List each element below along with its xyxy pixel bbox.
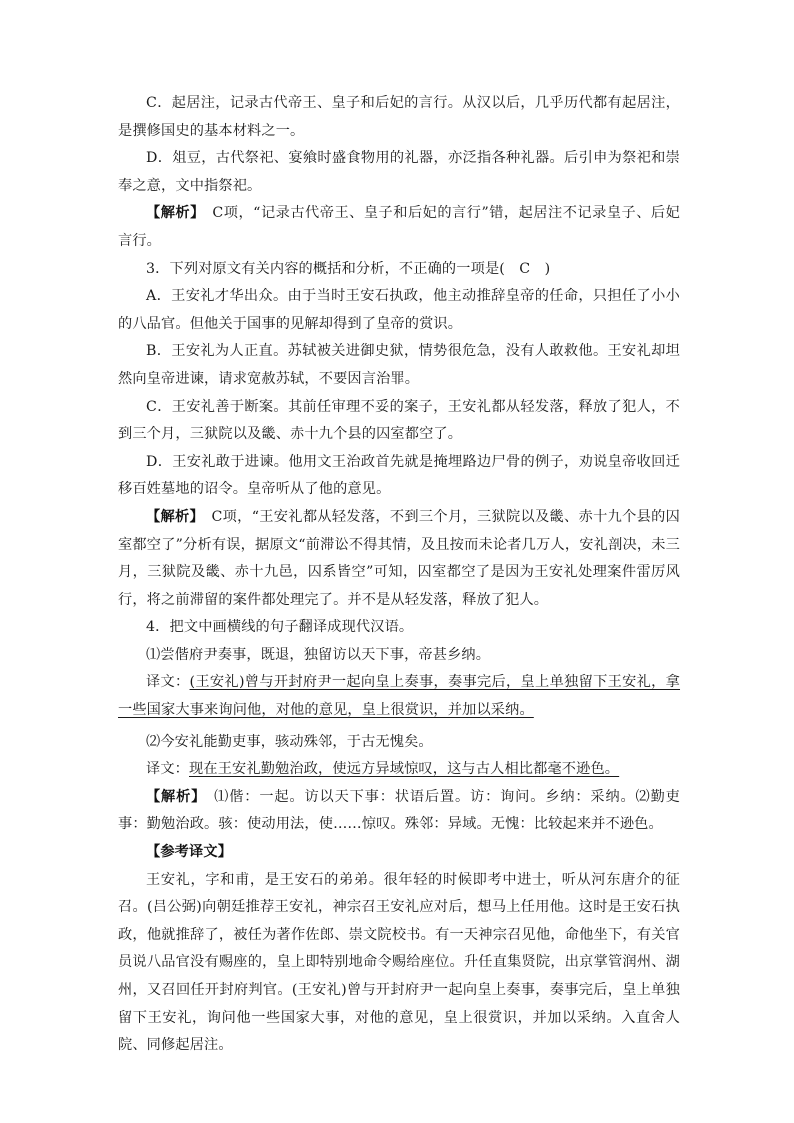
q3-option-d: D．王安礼敢于进谏。他用文王治政首先就是掩埋路边尸骨的例子，劝说皇帝收回迁移百姓墓地的诏令。皇帝听从了他的意见。 [118,453,680,498]
analysis-q4 [118,784,680,839]
reference-translation: 王安礼，字和甫，是王安石的弟弟。很年轻的时候即考中进士，听从河东唐介的征召。(吕公弼)向朝廷推荐王安礼，神宗召王安礼应对后，想马上任用他。这时是王安石执政，他就推辞了，被任为著作佐郎、崇文院校书。有一天神宗召见他，命他坐下，有关官员说八品官没有赐座的，皇上即特别地命令赐给座位。升任直集贤院，出京掌管润州、湖州，又召回任开封府判官。(王安礼)曾与开封府尹一起向皇上奏事，奏事完后，皇上单独留下王安礼，询问他一些国家大事，对他的意见，皇上很赏识，并加以采纳。入直舍人院、同修起居注。 [118,871,680,1054]
analysis-label: 【解析】 [146,205,198,222]
q3-option-a: A．王安礼才华出众。由于当时王安石执政，他主动推辞皇帝的任命，只担任了小小的八品官。但他关于国事的见解却得到了皇帝的赏识。 [118,288,680,332]
document-page [118,90,680,1060]
q4-sentence-1: ⑴尝偕府尹奏事，既退，独留访以天下事，帝甚乡纳。 [146,646,491,663]
question-4-stem: 4．把文中画横线的句子翻译成现代汉语。 [146,619,414,636]
analysis-q4-text: ⑴偕：一起。访以天下事：状语后置。访：询问。乡纳：采纳。⑵勤吏事：勤勉治政。骇：使动用法，使……惊叹。殊邻：异域。无愧：比较起来并不逊色。 [118,788,680,833]
analysis-q2 [118,200,680,255]
analysis-label: 【解析】 [146,508,197,525]
question-3-stem: 3．下列对原文有关内容的概括和分析，不正确的一项是( C ) [146,260,551,277]
analysis-q3 [118,504,680,614]
translation-label: 译文： [146,761,190,778]
analysis-label: 【解析】 [146,788,200,805]
translation-1-text: (王安礼)曾与开封府尹一起向皇上奏事，奏事完后，皇上单独留下王安礼，拿一些国家大事来询问他，对他的意见，皇上很赏识，并加以采纳。 [118,674,681,719]
analysis-q2-text: C项，“记录古代帝王、皇子和后妃的言行”错，起居注不记录皇子、后妃言行。 [118,205,680,249]
reference-title: 【参考译文】 [146,844,233,861]
translation-label: 译文： [146,674,190,691]
reference-label [118,839,680,867]
q4-translation-1 [118,669,680,724]
q4-translation-2 [118,756,680,784]
option-d-q2: D．俎豆，古代祭祀、宴飨时盛食物用的礼器，亦泛指各种礼器。后引申为祭祀和崇奉之意，文中指祭祀。 [118,150,680,194]
translation-2-text: 现在王安礼勤勉治政，使远方异域惊叹，这与古人相比都毫不逊色。 [189,761,620,778]
option-c-q2: C．起居注，记录古代帝王、皇子和后妃的言行。从汉以后，几乎历代都有起居注，是撰修国史的基本材料之一。 [118,95,680,139]
q4-sentence-2: ⑵今安礼能勤吏事，骇动殊邻，于古无愧矣。 [146,733,433,750]
analysis-q3-text: C项，“王安礼都从轻发落，不到三个月，三狱院以及畿、赤十九个县的囚室都空了”分析有误，据原文“前滞讼不得其情，及且按而未论者几万人，安礼剖决，未三月，三狱院及畿、赤十九邑，囚系皆空”可知，囚室都空了是因为王安礼处理案件雷厉风行，将之前滞留的案件都处理完了。并不是从轻发落，释放了犯人。 [118,508,680,608]
q3-option-b: B．王安礼为人正直。苏轼被关进御史狱，情势很危急，没有人敢救他。王安礼却坦然向皇帝进谏，请求宽赦苏轼，不要因言治罪。 [118,343,680,387]
q3-option-c: C．王安礼善于断案。其前任审理不妥的案子，王安礼都从轻发落，释放了犯人，不到三个月，三狱院以及畿、赤十九个县的囚室都空了。 [118,398,680,443]
